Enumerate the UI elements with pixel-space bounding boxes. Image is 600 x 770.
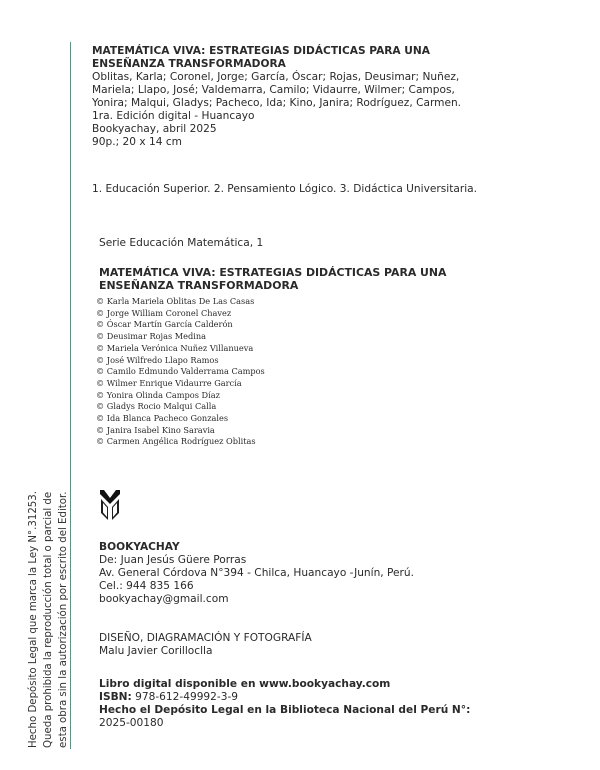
catalog-authors-line: Mariela; Llapo, José; Valdemarra, Camilo; Vidaurre, Wilmer; Campos, [92,84,455,96]
catalog-authors-line: Yonira; Malqui, Gladys; Pacheco, Ida; Kino, Janira; Rodríguez, Carmen. [92,97,462,109]
isbn-value: 978-612-49992-3-9 [135,691,239,703]
copyright-item: © Camilo Edmundo Valderrama Campos [96,366,265,377]
copyright-item: © Ida Blanca Pacheco Gonzales [96,413,229,424]
copyright-item: © Carmen Angélica Rodríguez Oblitas [96,436,256,447]
legal-deposit-notice [26,328,71,748]
publisher-email: bookyachay@gmail.com [99,593,229,605]
catalog-title-line: ENSEÑANZA TRANSFORMADORA [92,58,286,70]
publisher-phone: Cel.: 944 835 166 [99,580,194,592]
catalog-publisher-date: Bookyachay, abril 2025 [92,123,217,135]
side-text-line: esta obra sin la autorización por escrito del Editor. [58,491,69,748]
catalog-edition: 1ra. Edición digital - Huancayo [92,110,255,122]
copyright-item: © Janira Isabel Kino Saravia [96,424,215,435]
side-text-line: Queda prohibida la reproducción total o parcial de [43,491,54,748]
copyright-item: © Jorge William Coronel Chavez [96,307,232,318]
design-credits [99,632,579,658]
legal-deposit-number: 2025-00180 [99,717,164,729]
copyright-item: © José Wilfredo Llapo Ramos [96,354,219,365]
series-label: Serie Educación Matemática, 1 [99,237,264,249]
legal-info [99,678,579,730]
copyright-list [96,296,576,448]
publisher-info [99,541,579,606]
isbn-label: ISBN: [99,691,132,703]
isbn-line [99,691,579,704]
catalog-record [92,45,572,149]
book-title [99,266,579,292]
side-text-line: Hecho Depósito Legal que marca la Ley N°.31253. [28,491,39,748]
publisher-name: BOOKYACHAY [99,541,180,553]
publisher-address: Av. General Córdova N°394 - Chilca, Huancayo -Junín, Perú. [99,567,414,579]
book-title-line: ENSEÑANZA TRANSFORMADORA [99,279,299,292]
copyright-item: © Deusimar Rojas Medina [96,331,207,342]
copyright-item: © Gladys Rocio Malqui Calla [96,401,217,412]
catalog-subjects: 1. Educación Superior. 2. Pensamiento Lógico. 3. Didáctica Universitaria. [92,183,477,195]
digital-availability: Libro digital disponible en www.bookyachay.com [99,678,391,690]
catalog-physical-description: 90p.; 20 x 14 cm [92,136,182,148]
book-title-line: MATEMÁTICA VIVA: ESTRATEGIAS DIDÁCTICAS PARA UNA [99,266,447,279]
catalog-authors-line: Oblitas, Karla; Coronel, Jorge; García, Óscar; Rojas, Deusimar; Nuñez, [92,71,460,83]
bookyachay-logo-icon [98,488,122,522]
catalog-title-line: MATEMÁTICA VIVA: ESTRATEGIAS DIDÁCTICAS PARA UNA [92,45,430,57]
copyright-item: © Karla Mariela Oblitas De Las Casas [96,296,255,306]
copyright-item: © Óscar Martín García Calderón [96,319,233,330]
design-name: Malu Javier Corilloclla [99,645,213,657]
copyright-item: © Wilmer Enrique Vidaurre García [96,377,242,388]
publisher-director: De: Juan Jesús Güere Porras [99,554,247,566]
copyright-item: © Yonira Olinda Campos Díaz [96,389,220,400]
copyright-item: © Mariela Verónica Nuñez Villanueva [96,342,254,353]
design-heading: DISEÑO, DIAGRAMACIÓN Y FOTOGRAFÍA [99,632,312,644]
legal-deposit-line: Hecho el Depósito Legal en la Biblioteca Nacional del Perú N°: [99,704,471,716]
